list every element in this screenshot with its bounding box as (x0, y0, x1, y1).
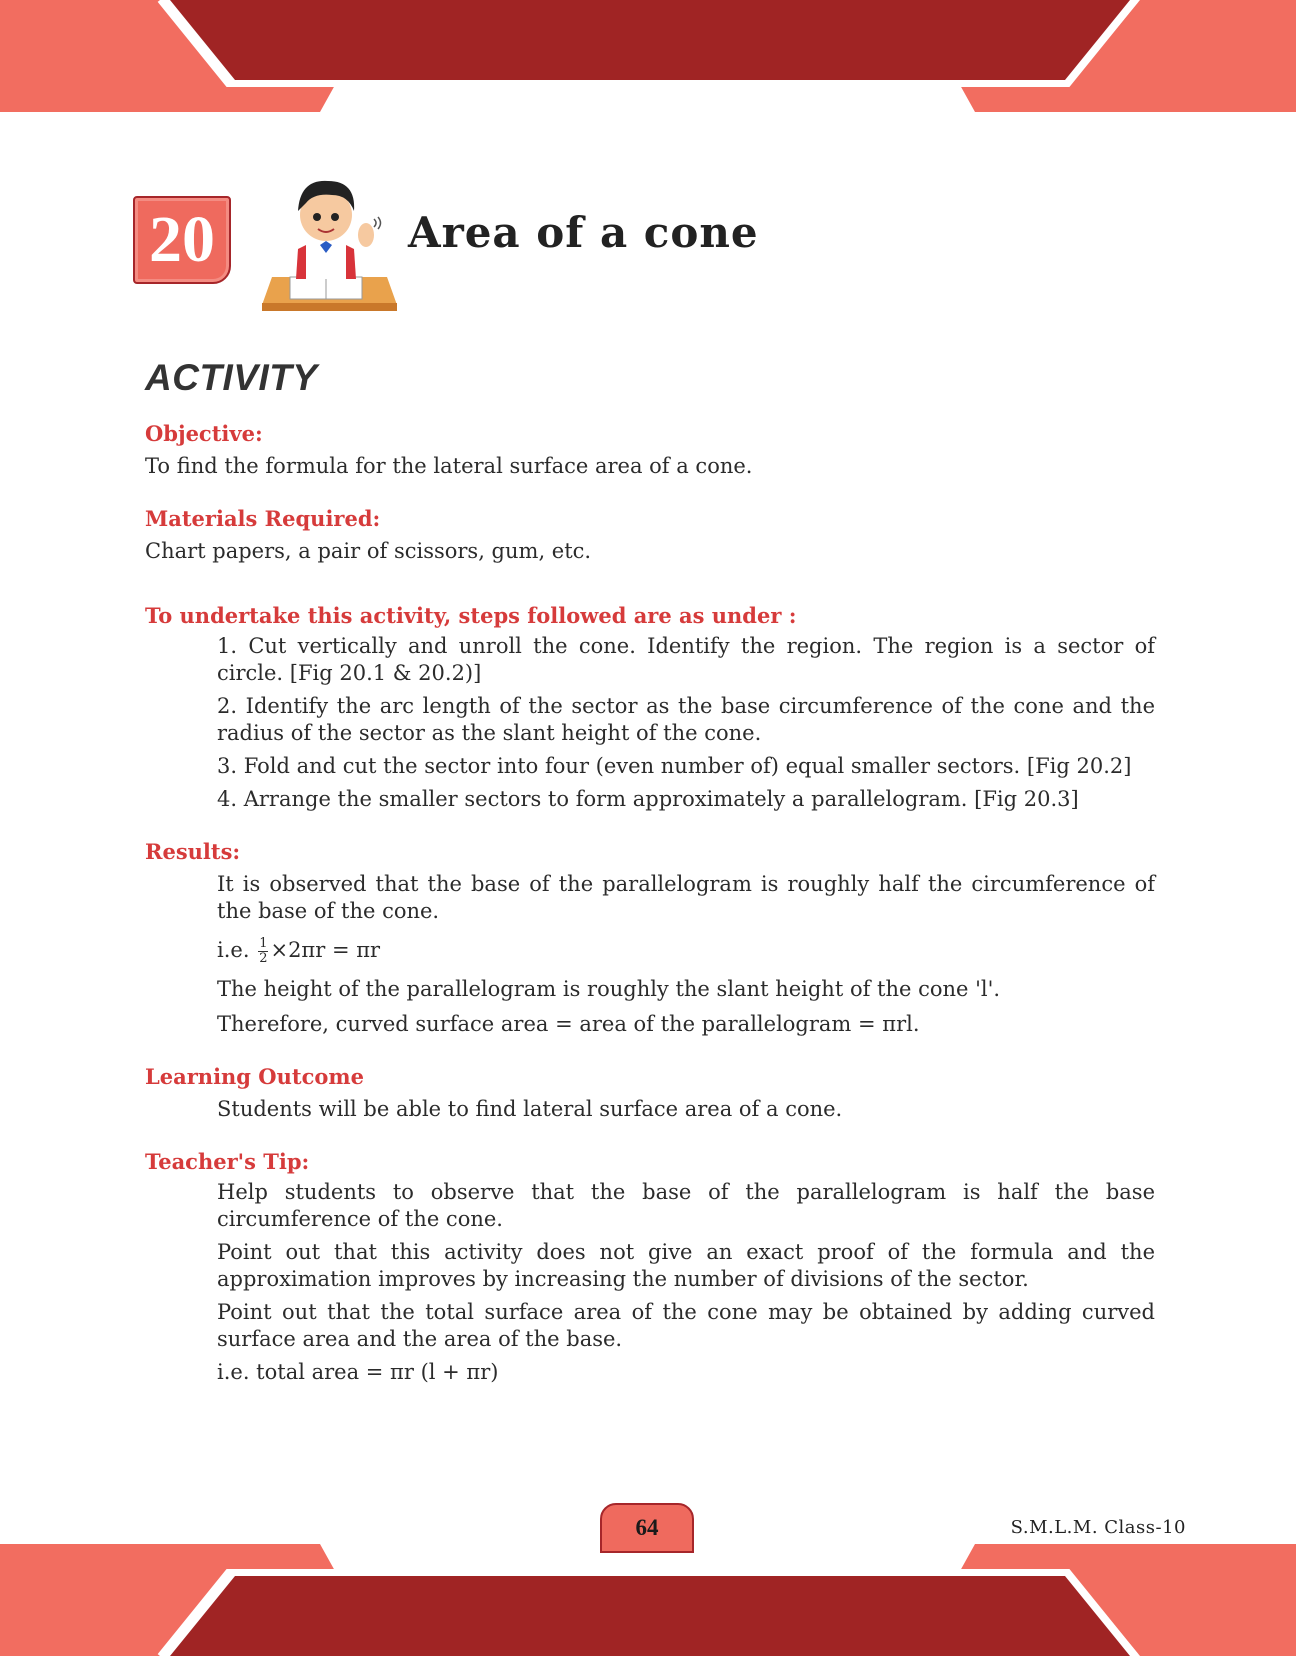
page-content (145, 357, 1155, 1386)
book-label: S.M.L.M. Class-10 (1010, 1517, 1186, 1538)
fraction-denominator: 2 (259, 951, 268, 966)
materials-heading: Materials Required: (145, 506, 381, 531)
fraction-one-half (258, 937, 268, 966)
results-heading: Results: (145, 839, 241, 864)
step-item: 1. Cut vertically and unroll the cone. Identify the region. The region is a sector of circle. [Fig 20.1 & 20.2)] (217, 634, 1155, 685)
objective-heading: Objective: (145, 421, 263, 446)
student-mascot-illustration (262, 165, 402, 313)
teachers-tip-list (217, 1179, 1155, 1386)
step-item: 4. Arrange the smaller sectors to form approximately a parallelogram. [Fig 20.3] (217, 787, 1079, 811)
tip-item: Help students to observe that the base of the parallelogram is half the base circumference of the cone. (217, 1180, 1155, 1231)
fraction-numerator: 1 (259, 936, 268, 951)
step-item: 2. Identify the arc length of the sector as the base circumference of the cone and the radius of the sector as the slant height of the cone. (217, 694, 1155, 745)
learning-outcome-text: Students will be able to find lateral surface area of a cone. (217, 1097, 843, 1121)
results-paragraph: The height of the parallelogram is roughly the slant height of the cone 'l'. (217, 977, 1001, 1001)
page-number: 64 (600, 1503, 694, 1553)
formula-prefix: i.e. (217, 938, 250, 962)
activity-label: ACTIVITY (145, 357, 318, 398)
results-paragraph: It is observed that the base of the parallelogram is roughly half the circumference of the base of the cone. (217, 872, 1155, 923)
formula-rest: ×2πr = πr (270, 938, 381, 962)
objective-text: To find the formula for the lateral surface area of a cone. (145, 454, 753, 478)
header-decoration (0, 0, 1296, 115)
chapter-number-badge: 20 (133, 196, 231, 284)
step-item: 3. Fold and cut the sector into four (even number of) equal smaller sectors. [Fig 20.2] (217, 754, 1132, 778)
chapter-title: Area of a cone (408, 208, 759, 257)
results-body (217, 871, 1155, 1038)
tip-item: i.e. total area = πr (l + πr) (217, 1360, 499, 1384)
materials-text: Chart papers, a pair of scissors, gum, etc. (145, 539, 592, 563)
teachers-tip-heading: Teacher's Tip: (145, 1149, 310, 1174)
tip-item: Point out that the total surface area of the cone may be obtained by adding curved surface area and the area of the base. (217, 1300, 1155, 1351)
results-paragraph: Therefore, curved surface area = area of the parallelogram = πrl. (217, 1012, 920, 1036)
results-formula (217, 937, 1155, 966)
tip-item: Point out that this activity does not give an exact proof of the formula and the approximation improves by increasing the number of divisions of the sector. (217, 1240, 1155, 1291)
footer-decoration (0, 1541, 1296, 1656)
steps-heading: To undertake this activity, steps followed are as under : (145, 603, 797, 628)
steps-list (217, 633, 1155, 813)
learning-outcome-heading: Learning Outcome (145, 1064, 364, 1089)
